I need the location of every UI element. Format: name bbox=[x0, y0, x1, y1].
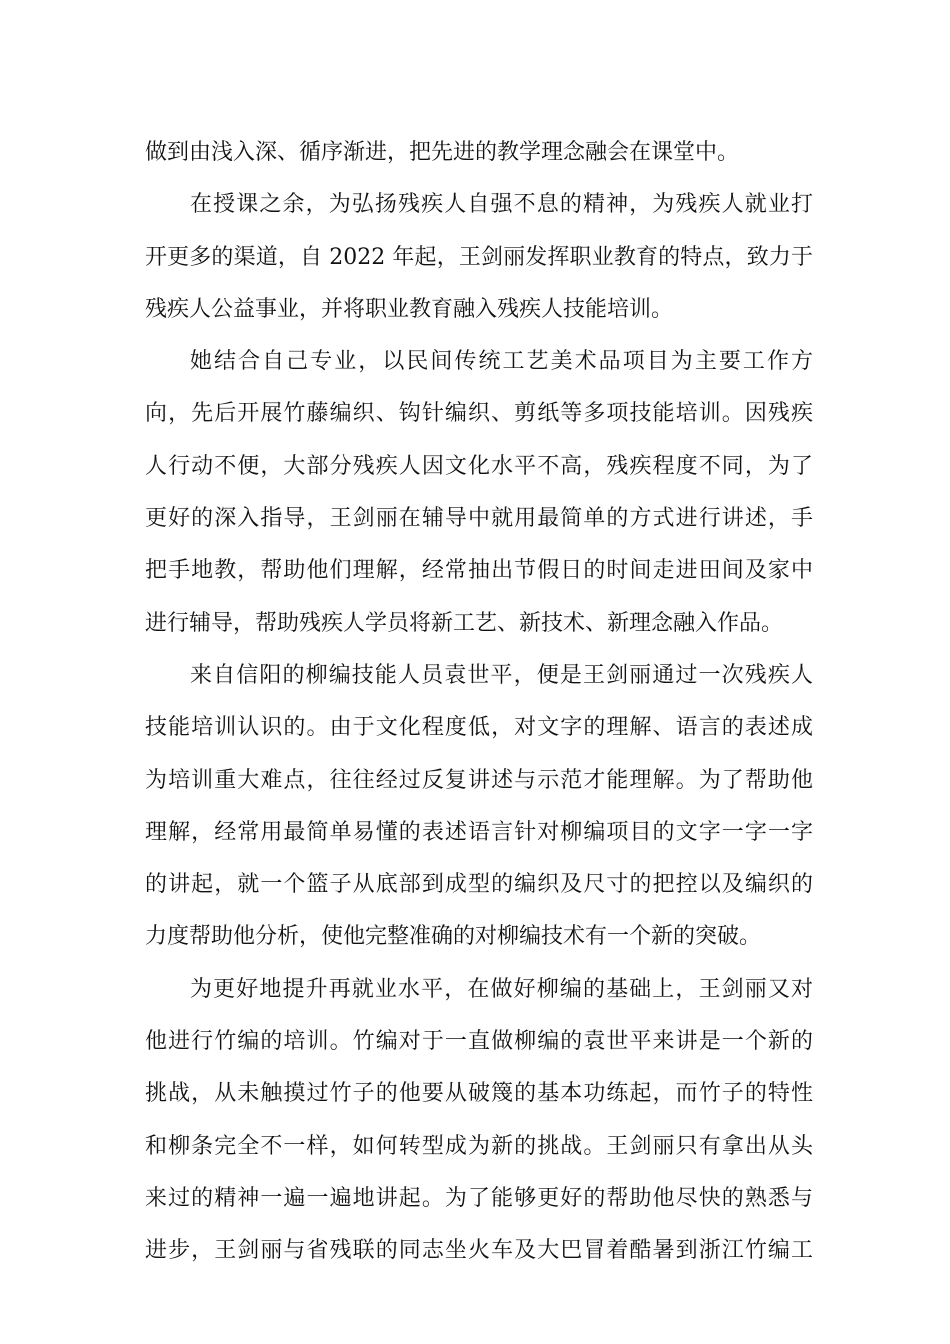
text-line: 来过的精神一遍一遍地讲起。为了能够更好的帮助他尽快的熟悉与 bbox=[145, 1185, 813, 1211]
paragraph-first-line: 为更好地提升再就业水平，在做好柳编的基础上，王剑丽又对 bbox=[190, 976, 813, 1002]
text-line: 的讲起，就一个篮子从底部到成型的编织及尺寸的把控以及编织的 bbox=[145, 872, 813, 898]
text-line: 他进行竹编的培训。竹编对于一直做柳编的袁世平来讲是一个新的 bbox=[145, 1029, 813, 1055]
text-line: 残疾人公益事业，并将职业教育融入残疾人技能培训。 bbox=[145, 296, 674, 322]
text-line: 挑战，从未触摸过竹子的他要从破篾的基本功练起，而竹子的特性 bbox=[145, 1081, 813, 1107]
text-line: 人行动不便，大部分残疾人因文化水平不高，残疾程度不同，为了 bbox=[145, 453, 813, 479]
text-line: 开更多的渠道，自 2022 年起，王剑丽发挥职业教育的特点，致力于 bbox=[145, 244, 813, 270]
paragraph-first-line: 她结合自己专业，以民间传统工艺美术品项目为主要工作方 bbox=[190, 349, 813, 375]
text-line: 把手地教，帮助他们理解，经常抽出节假日的时间走进田间及家中 bbox=[145, 558, 813, 584]
paragraph-first-line: 在授课之余，为弘扬残疾人自强不息的精神，为残疾人就业打 bbox=[190, 192, 813, 218]
text-line: 进行辅导，帮助残疾人学员将新工艺、新技术、新理念融入作品。 bbox=[145, 610, 784, 636]
text-line: 进步，王剑丽与省残联的同志坐火车及大巴冒着酷暑到浙江竹编工 bbox=[145, 1238, 813, 1264]
text-line: 更好的深入指导，王剑丽在辅导中就用最简单的方式进行讲述，手 bbox=[145, 506, 813, 532]
document-body bbox=[145, 127, 813, 1278]
text-line: 向，先后开展竹藤编织、钩针编织、剪纸等多项技能培训。因残疾 bbox=[145, 401, 813, 427]
text-line: 理解，经常用最简单易懂的表述语言针对柳编项目的文字一字一字 bbox=[145, 819, 813, 845]
paragraph-first-line: 来自信阳的柳编技能人员袁世平，便是王剑丽通过一次残疾人 bbox=[190, 662, 813, 688]
text-line: 和柳条完全不一样，如何转型成为新的挑战。王剑丽只有拿出从头 bbox=[145, 1133, 813, 1159]
text-line: 力度帮助他分析，使他完整准确的对柳编技术有一个新的突破。 bbox=[145, 924, 762, 950]
text-line: 技能培训认识的。由于文化程度低，对文字的理解、语言的表述成 bbox=[145, 715, 813, 741]
text-line: 做到由浅入深、循序渐进，把先进的教学理念融会在课堂中。 bbox=[145, 140, 740, 165]
text-line: 为培训重大难点，往往经过反复讲述与示范才能理解。为了帮助他 bbox=[145, 767, 813, 793]
